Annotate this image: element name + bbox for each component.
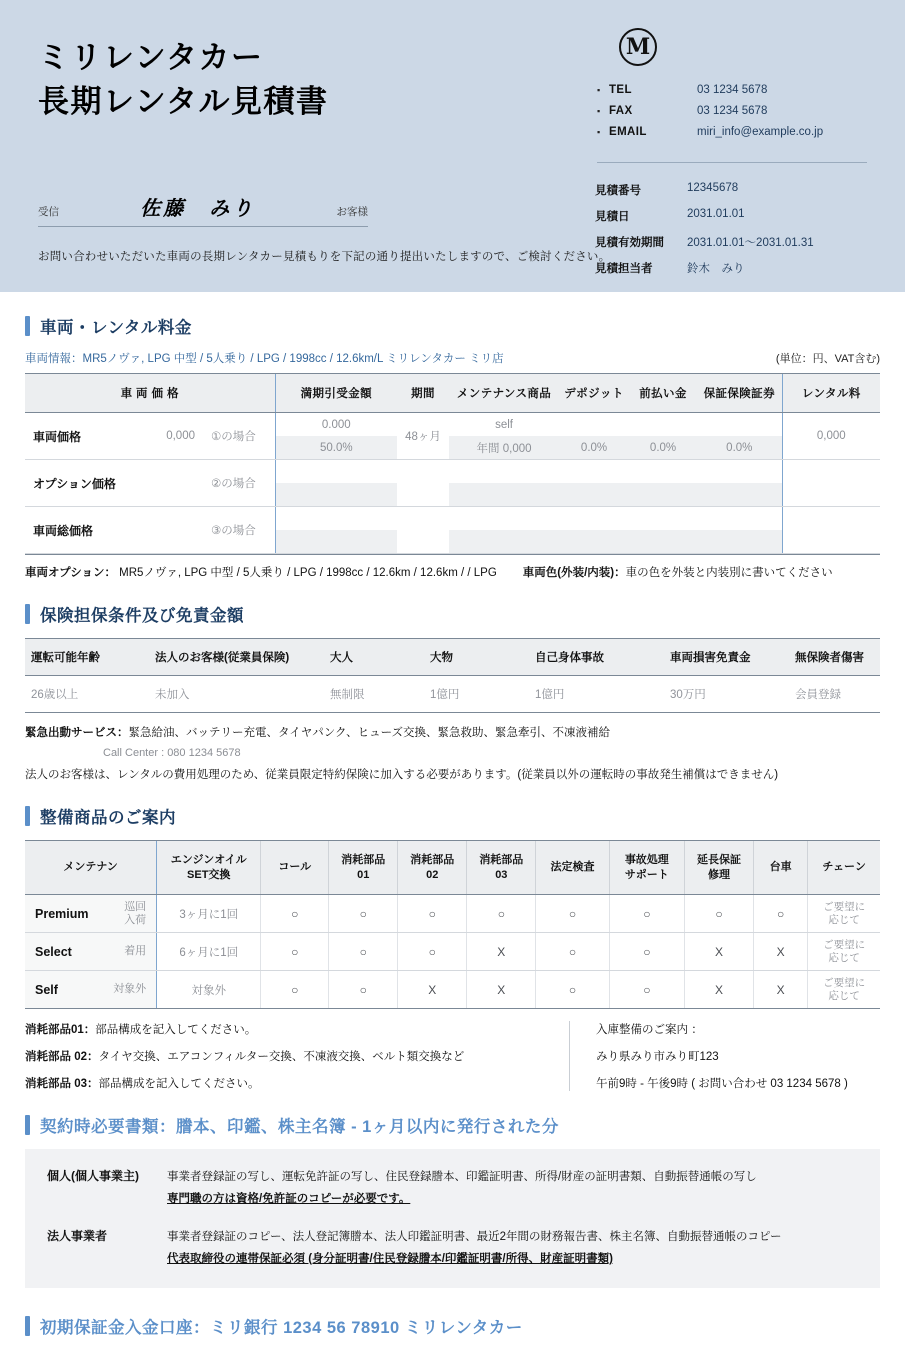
maturity-top [276,460,398,483]
col-deposit: デポジット [559,374,629,413]
col-maturity: 満期引受金額 [275,374,397,413]
row-deposit [559,460,629,507]
row-label: 車両価格 [25,413,127,460]
col-maintenance-plan: メンテナン [25,841,157,895]
row-deposit [559,507,629,554]
row-price [127,460,205,507]
cell-chain [808,971,880,1009]
maint-top [449,460,559,483]
note-text: 部品構成を記入してください。 [98,1078,260,1090]
service-center-address: みり県みり市みり町123 [596,1051,719,1063]
plan-cell [25,971,157,1009]
prepay-top [629,460,697,483]
col-rental-fee: レンタル料 [782,374,880,413]
contact-row [597,126,867,138]
cell-extended-warranty: X [685,971,754,1009]
section-title-maintenance [25,804,880,828]
contact-block [597,84,867,147]
row-maturity [275,460,397,507]
document-key: 個人(個人事業主) [47,1169,139,1183]
deposit-value [559,530,629,553]
col-consumable-02: 消耗部品 02 [398,841,467,895]
prepay-top [629,413,697,436]
section-title-text: 整備商品のご案内 [40,809,176,827]
row-deposit [559,413,629,460]
insurance-value [697,483,782,506]
maint-bottom [449,483,559,506]
col-accident-support: 事故処理 サポート [609,841,684,895]
col-corporate: 法人のお客様(従業員保険) [149,639,324,676]
val-self-injury: 1億円 [529,676,664,713]
document-row-individual [47,1167,858,1211]
document-line-1: 事業者登録証の写し、運転免許証の写し、住民登録謄本、印鑑証明書、所得/財産の証明書類、自動振替通帳の写し [167,1171,757,1183]
recipient-suffix: お客様 [336,206,368,218]
call-center-text: Call Center : 080 1234 5678 [103,747,241,759]
prepay-value [629,483,697,506]
service-center-hours: 午前9時 - 午後9時 ( お問い合わせ 03 1234 5678 ) [596,1078,848,1090]
note-consumable-02 [25,1048,555,1064]
row-rental-fee: 0,000 [782,413,880,460]
plan-sub: 巡回 入荷 [124,900,147,926]
insurance-top [697,460,782,483]
cell-extended-warranty: ○ [685,895,754,933]
documents-table [25,1149,880,1288]
cell-legal-inspection: ○ [536,895,609,933]
val-driver-age: 26歳以上 [25,676,149,713]
val-uninsured: 会員登録 [789,676,880,713]
maintenance-table [25,840,880,1009]
document-body [0,314,905,1338]
note-label: 消耗部品01： [25,1024,96,1036]
val-corporate: 未加入 [149,676,324,713]
oil-cell: 6ヶ月に1回 [157,933,261,971]
insurance-top [697,507,782,530]
maturity-bottom [276,530,398,553]
recipient-row [38,192,368,227]
row-price: 0,000 [127,413,205,460]
cell-loaner-car: X [754,971,808,1009]
oil-cell: 対象外 [157,971,261,1009]
cell-accident-support: ○ [609,971,684,1009]
deposit-value [559,483,629,506]
plan-sub: 着用 [124,945,147,958]
note-label: 消耗部品 03： [25,1078,99,1090]
col-loaner-car: 台車 [754,841,808,895]
col-vehicle-deductible: 車両損害免責金 [664,639,789,676]
row-case: ③の場合 [205,507,275,554]
cell-consumable-03: X [467,933,536,971]
note-text: 部品構成を記入してください。 [95,1024,257,1036]
col-period: 期間 [397,374,449,413]
section-title-bank [25,1314,880,1338]
col-extended-warranty: 延長保証 修理 [685,841,754,895]
section-title-text: 契約時必要書類：謄本、印鑑、株主名簿 - 1ヶ月以内に発行された分 [40,1118,559,1136]
cell-consumable-02: ○ [398,895,467,933]
note-consumable-01 [25,1021,555,1037]
row-insurance [697,413,782,460]
maint-top: self [495,418,513,431]
oil-cell: 3ヶ月に1回 [157,895,261,933]
maturity-bottom [276,483,398,506]
bullet-icon: ▪ [597,85,601,95]
document-header [0,0,905,292]
insurance-top [697,413,782,436]
corporate-note: 法人のお客様は、レンタルの費用処理のため、従業員限定特約保険に加入する必要があります。(従業員以外の運転時の事故発生補償はできません) [25,769,779,781]
maturity-bottom: 50.0% [276,436,398,459]
col-prepay: 前払い金 [629,374,697,413]
val-vehicle-deductible: 30万円 [664,676,789,713]
table-header-row [25,374,880,413]
contact-value: miri_info@example.co.jp [697,126,824,138]
row-prepay [629,507,697,554]
quote-info-value: 鈴木 みり [687,263,745,275]
quote-info-key: 見積日 [595,211,630,223]
table-row [25,507,880,554]
document-key: 法人事業者 [47,1228,108,1243]
section-title-documents [25,1113,880,1137]
row-insurance [697,460,782,507]
table-row [25,676,880,713]
section-title-text: 保険担保条件及び免責金額 [40,607,244,625]
contact-row [597,84,867,96]
insurance-value: 0.0% [697,436,782,459]
emergency-service-block [25,724,880,782]
quote-info-value: 2031.01.01 [687,208,745,220]
col-uninsured: 無保険者傷害 [789,639,880,676]
maturity-top: 0.000 [321,418,351,431]
col-vehicle-price: 車 両 価 格 [25,374,275,413]
insurance-value [697,530,782,553]
title-line-2: 長期レンタル見積書 [38,84,329,121]
table-header-row [25,639,880,676]
row-price [127,507,205,554]
vehicle-info-text: 車両情報：MR5ノヴァ, LPG 中型 / 5人乗り / LPG / 1998cc / 12.6km/L ミリレンタカー ミリ店 [25,353,504,365]
row-prepay [629,460,697,507]
note-consumable-03 [25,1075,555,1091]
contact-value: 03 1234 5678 [697,105,768,117]
cell-loaner-car: X [754,933,808,971]
maint-bottom [449,530,559,553]
vehicle-price-table-wrap [25,373,880,555]
cell-call: ○ [261,895,329,933]
row-rental-fee [782,507,880,554]
table-row [25,413,880,460]
header-divider [597,162,867,163]
service-center-title: 入庫整備のご案内 ： [596,1024,703,1036]
cell-accident-support: ○ [609,933,684,971]
option-value: MR5ノヴァ, LPG 中型 / 5人乗り / LPG / 1998cc / 12.6km / 12.6km / / LPG [119,567,497,579]
row-period [397,460,449,507]
plan-cell [25,895,157,933]
plan-name: Self [35,982,58,997]
row-period [397,507,449,554]
col-self-injury: 自己身体事故 [529,639,664,676]
cell-loaner-car: ○ [754,895,808,933]
col-driver-age: 運転可能年齢 [25,639,149,676]
val-property: 1億円 [424,676,529,713]
emergency-line [25,724,880,740]
col-adult: 大人 [324,639,424,676]
logo-letter: M [625,34,651,60]
chain-text: ご要望に 応じて [823,900,866,926]
accent-bar [25,1316,30,1336]
recipient-name: 佐藤 みり [140,196,256,220]
quote-info-row [595,208,867,224]
note-label: 消耗部品 02： [25,1051,99,1063]
cell-extended-warranty: X [685,933,754,971]
row-case: ①の場合 [205,413,275,460]
quote-info-row [595,234,867,250]
cell-consumable-02: ○ [398,933,467,971]
table-row [25,971,880,1009]
bullet-icon: ▪ [597,127,601,137]
quote-info-key: 見積番号 [595,185,641,197]
cell-chain [808,895,880,933]
contact-value: 03 1234 5678 [697,84,768,96]
col-insurance: 保証保険証券 [697,374,782,413]
table-row [25,933,880,971]
notes-right [570,1021,848,1091]
company-logo-icon [619,28,657,66]
quote-info-row [595,182,867,198]
row-prepay [629,413,697,460]
quote-info-value: 12345678 [687,182,739,194]
cell-accident-support: ○ [609,895,684,933]
cell-call: ○ [261,933,329,971]
recipient-label: 受信 [38,206,59,218]
plan-cell [25,933,157,971]
contact-key: EMAIL [609,126,647,138]
deposit-top [559,460,629,483]
cell-legal-inspection: ○ [536,933,609,971]
row-insurance [697,507,782,554]
cell-consumable-01: ○ [329,971,398,1009]
color-value: 車の色を外装と内装別に書いてください [625,567,833,579]
table-row [25,895,880,933]
col-maintenance: メンテナンス商品 [449,374,559,413]
quote-info-block [595,182,867,286]
row-period: 48ヶ月 [397,413,449,460]
document-line-2: 代表取締役の連帯保証必須 (身分証明書/住民登録謄本/印鑑証明書/所得、財産証明書類) [167,1252,613,1265]
row-maintenance [449,413,559,460]
document-line-2: 専門職の方は資格/免許証のコピーが必要です。 [167,1192,411,1205]
intro-note: お問い合わせいただいた車両の長期レンタカー見積もりを下記の通り提出いたしますので、ご検討ください。 [38,251,611,263]
row-case: ②の場合 [205,460,275,507]
maturity-top [276,507,398,530]
plan-name: Premium [35,906,89,921]
row-maintenance [449,507,559,554]
contact-row [597,105,867,117]
deposit-top [559,413,629,436]
col-chain: チェーン [808,841,880,895]
accent-bar [25,316,30,336]
title-line-1: ミリレンタカー [38,40,264,76]
cell-call: ○ [261,971,329,1009]
accent-bar [25,1115,30,1135]
document-row-corporate [47,1227,858,1271]
contact-key: FAX [609,105,633,117]
color-label: 車両色(外装/内装)： [522,567,626,579]
maintenance-notes [25,1021,880,1091]
bullet-icon: ▪ [597,106,601,116]
maint-top [449,507,559,530]
row-label: オプション価格 [25,460,127,507]
cell-consumable-03: ○ [467,895,536,933]
row-maintenance [449,460,559,507]
quote-info-key: 見積担当者 [595,263,653,275]
quote-info-row [595,260,867,276]
section-title-vehicle [25,314,880,338]
row-label: 車両総価格 [25,507,127,554]
section-title-insurance [25,602,880,626]
col-legal-inspection: 法定検査 [536,841,609,895]
prepay-value [629,530,697,553]
emergency-label: 緊急出動サービス： [25,727,129,739]
plan-name: Select [35,944,72,959]
vehicle-option-line [25,564,880,580]
insurance-table [25,638,880,713]
document-line-1: 事業者登録証のコピー、法人登記簿謄本、法人印鑑証明書、最近2年間の財務報告書、株主名簿、自動振替通帳のコピー [167,1230,782,1243]
cell-chain [808,933,880,971]
accent-bar [25,806,30,826]
quote-info-value: 2031.01.01〜2031.01.31 [687,237,814,249]
deposit-top [559,507,629,530]
vehicle-info-line [25,350,880,366]
unit-note: (単位：円、VAT含む) [775,353,880,365]
vehicle-price-table [25,373,880,554]
chain-text: ご要望に 応じて [823,938,866,964]
col-consumable-01: 消耗部品 01 [329,841,398,895]
table-header-row [25,841,880,895]
document-value [167,1167,757,1211]
deposit-value: 0.0% [559,436,629,459]
accent-bar [25,604,30,624]
prepay-value: 0.0% [629,436,697,459]
prepay-top [629,507,697,530]
cell-legal-inspection: ○ [536,971,609,1009]
emergency-value: 緊急給油、バッテリー充電、タイヤパンク、ヒューズ交換、緊急救助、緊急牽引、不凍液補給 [128,727,610,739]
plan-sub: 対象外 [113,983,147,996]
note-text: タイヤ交換、エアコンフィルター交換、不凍液交換、ベルト類交換など [98,1051,465,1063]
val-adult: 無制限 [324,676,424,713]
cell-consumable-02: X [398,971,467,1009]
table-row [25,460,880,507]
cell-consumable-03: X [467,971,536,1009]
cell-consumable-01: ○ [329,933,398,971]
maint-bottom: 年間 0,000 [449,436,559,459]
col-engine-oil: エンジンオイル SET交換 [157,841,261,895]
document-value [167,1227,782,1271]
chain-text: ご要望に 応じて [823,976,866,1002]
option-label: 車両オプション： [25,567,116,579]
row-rental-fee [782,460,880,507]
col-consumable-03: 消耗部品 03 [467,841,536,895]
row-maturity [275,507,397,554]
notes-left [25,1021,570,1091]
col-call: コール [261,841,329,895]
section-title-text: 車両・レンタル料金 [40,319,192,337]
quote-info-key: 見積有効期間 [595,237,664,249]
row-maturity [275,413,397,460]
contact-key: TEL [609,84,632,96]
col-property: 大物 [424,639,529,676]
section-title-text: 初期保証金入金口座：ミリ銀行 1234 56 78910 ミリレンタカー [40,1319,523,1338]
cell-consumable-01: ○ [329,895,398,933]
